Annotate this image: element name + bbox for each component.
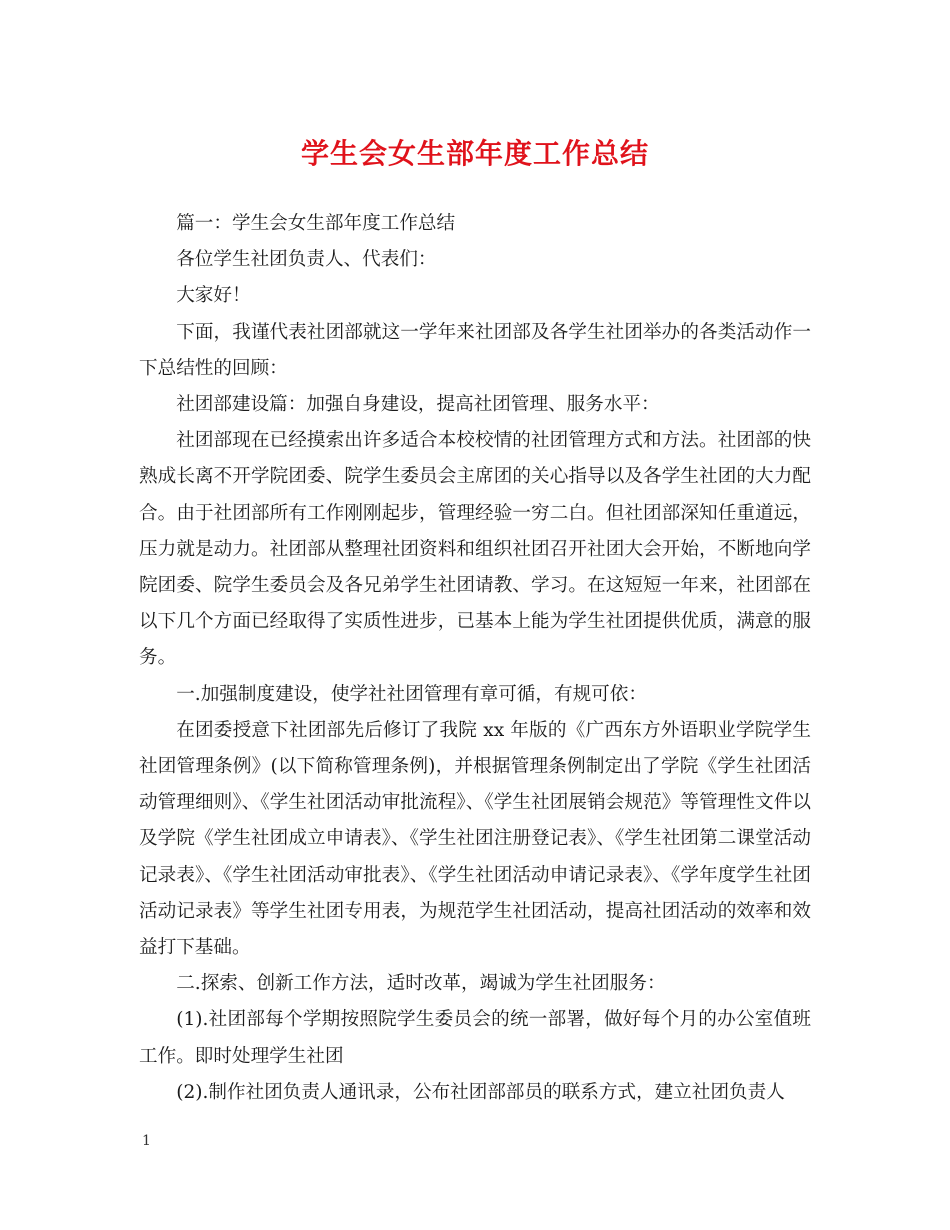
document-title: 学生会女生部年度工作总结 [300,137,649,170]
paragraph-section-heading: 社团部建设篇：加强自身建设，提高社团管理、服务水平： [176,394,660,416]
paragraph-subpoint: (2).制作社团负责人通讯录，公布社团部部员的联系方式，建立社团负责人 [176,1081,785,1103]
paragraph-subpoint: (1).社团部每个学期按照院学生委员会的统一部署，做好每个月的办公室值班工作。即时处理学生社团 [139,1009,811,1067]
paragraph-salutation: 各位学生社团负责人、代表们： [176,249,437,271]
paragraph-intro: 下面，我谨代表社团部就这一学年来社团部及各学生社团举办的各类活动作一下总结性的回顾： [139,321,811,379]
paragraph-greeting: 大家好！ [176,285,251,307]
page-number: 1 [142,1133,151,1149]
paragraph-point-one: 一.加强制度建设，使学社社团管理有章可循，有规可依： [176,683,647,705]
paragraph-body: 社团部现在已经摸索出许多适合本校校情的社团管理方式和方法。社团部的快熟成长离不开学院团委、院学生委员会主席团的关心指导以及各学生社团的大力配合。由于社团部所有工作刚刚起步，管理经验一穷二白。但社团部深知任重道远，压力就是动力。社团部从整理社团资料和组织社团召开社团大会开始，不断地向学院团委、院学生委员会及各兄弟学生社团请教、学习。在这短短一年来，社团部在以下几个方面已经取得了实质性进步，已基本上能为学生社团提供优质，满意的服务。 [139,430,811,669]
paragraph-body: 在团委授意下社团部先后修订了我院 xx 年版的《广西东方外语职业学院学生社团管理条例》(以下简称管理条例)，并根据管理条例制定出了学院《学生社团活动管理细则》、《学生社团活动审批流程》、《学生社团展销会规范》等管理性文件以及学院《学生社团成立申请表》、《学生社团注册登记表》、《学生社团第二课堂活动记录表》、《学生社团活动审批表》、《学生社团活动申请记录表》、《学年度学生社团活动记录表》等学生社团专用表，为规范学生社团活动，提高社团活动的效率和效益打下基础。 [139,719,811,959]
paragraph-heading: 篇一：学生会女生部年度工作总结 [176,213,456,234]
paragraph-point-two: 二.探索、创新工作方法，适时改革，竭诚为学生社团服务： [176,973,666,995]
document-body [139,206,811,1111]
